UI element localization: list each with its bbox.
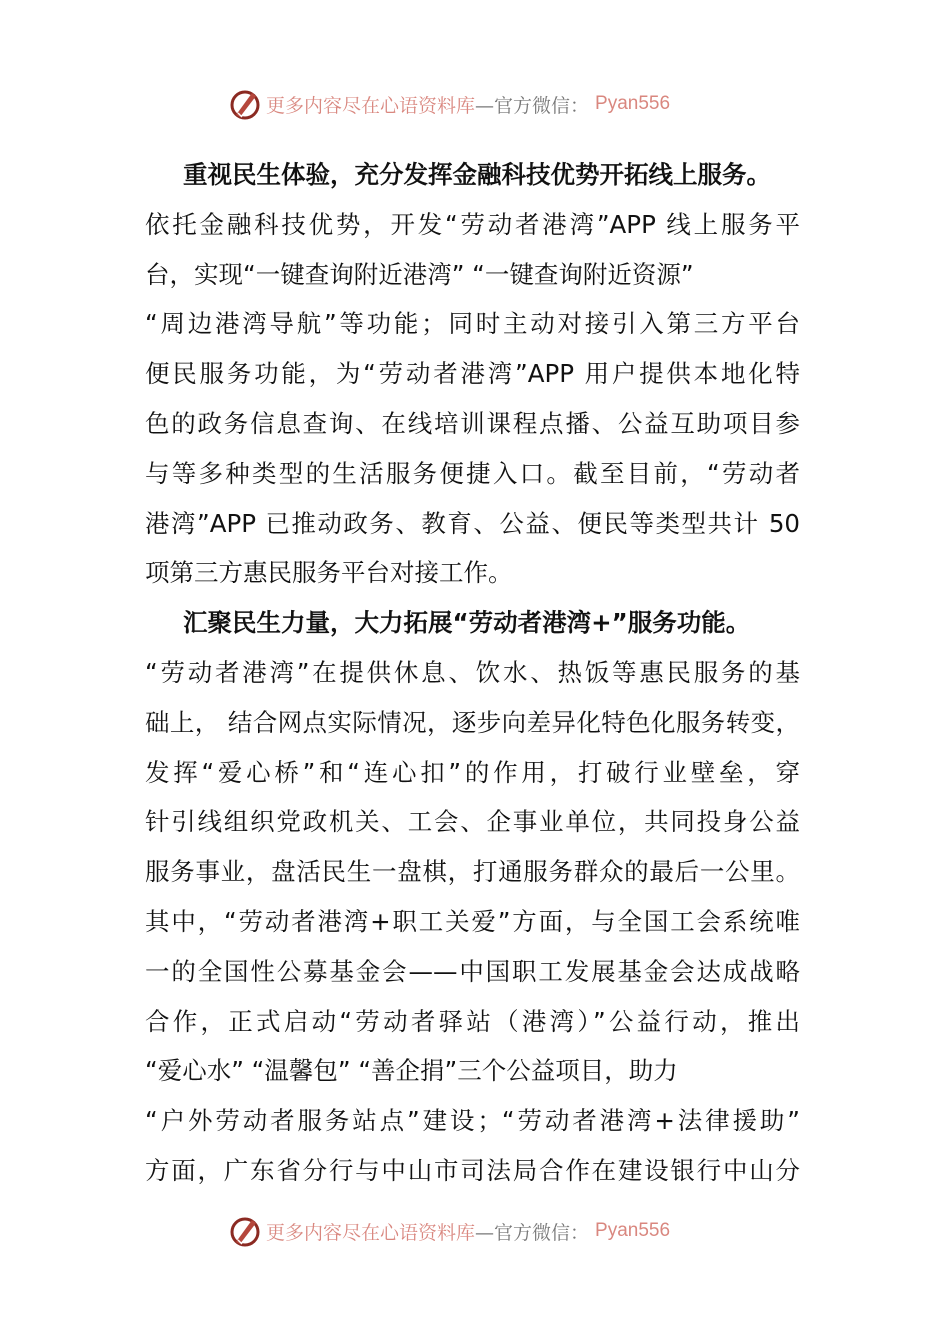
text-line: 港湾”APP 已推动政务、教育、公益、便民等类型共计 50 [145, 508, 800, 538]
banner-wechat-label: —官方微信： [475, 1221, 590, 1244]
text-line: 台，实现“一键查询附近港湾” “一键查询附近资源” [145, 259, 694, 289]
text-line: 与等多种类型的生活服务便捷入口。截至目前，“劳动者 [145, 458, 800, 488]
text-line: 其中，“劳动者港湾+职工关爱”方面，与全国工会系统唯 [145, 906, 800, 936]
text-line: 项第三方惠民服务平台对接工作。 [145, 558, 513, 588]
text-line: 依托金融科技优势，开发“劳动者港湾”APP 线上服务平 [145, 209, 800, 239]
text-line: “户外劳动者服务站点”建设；“劳动者港湾+法律援助” [145, 1106, 800, 1136]
banner-wechat-label: —官方微信： [475, 94, 590, 117]
text-line: “爱心水” “温馨包” “善企捐”三个公益项目，助力 [145, 1056, 678, 1086]
section-heading: 汇聚民生力量，大力拓展“劳动者港湾+”服务功能。 [183, 608, 751, 638]
quill-logo-icon [228, 87, 262, 121]
banner-wechat-id: Pyan556 [595, 1220, 671, 1241]
text-line: 方面，广东省分行与中山市司法局合作在建设银行中山分 [145, 1155, 800, 1185]
banner-text: 更多内容尽在心语资料库 [266, 1221, 476, 1244]
text-line: 服务事业，盘活民生一盘棋，打通服务群众的最后一公里。 [145, 857, 800, 887]
document-body [145, 150, 800, 1196]
text-line: “周边港湾导航”等功能；同时主动对接引入第三方平台 [145, 309, 800, 339]
text-line: 发挥“爱心桥”和“连心扣”的作用，打破行业壁垒，穿 [145, 757, 800, 787]
header-watermark-banner [228, 86, 708, 122]
text-line: “劳动者港湾”在提供休息、饮水、热饭等惠民服务的基 [145, 657, 800, 687]
text-line: 便民服务功能，为“劳动者港湾”APP 用户提供本地化特 [145, 359, 800, 389]
text-line: 针引线组织党政机关、工会、企事业单位，共同投身公益 [145, 807, 800, 837]
footer-watermark-banner [228, 1213, 708, 1249]
section-heading: 重视民生体验，充分发挥金融科技优势开拓线上服务。 [183, 160, 771, 189]
text-line: 色的政务信息查询、在线培训课程点播、公益互助项目参 [145, 408, 800, 438]
banner-text: 更多内容尽在心语资料库 [266, 94, 476, 117]
text-line: 一的全国性公募基金会——中国职工发展基金会达成战略 [145, 956, 800, 986]
quill-logo-icon [228, 1214, 262, 1248]
text-line: 础上， 结合网点实际情况，逐步向差异化特色化服务转变， [145, 707, 800, 737]
text-line: 合作，正式启动“劳动者驿站（港湾）”公益行动，推出 [145, 1006, 800, 1036]
banner-wechat-id: Pyan556 [595, 93, 671, 114]
